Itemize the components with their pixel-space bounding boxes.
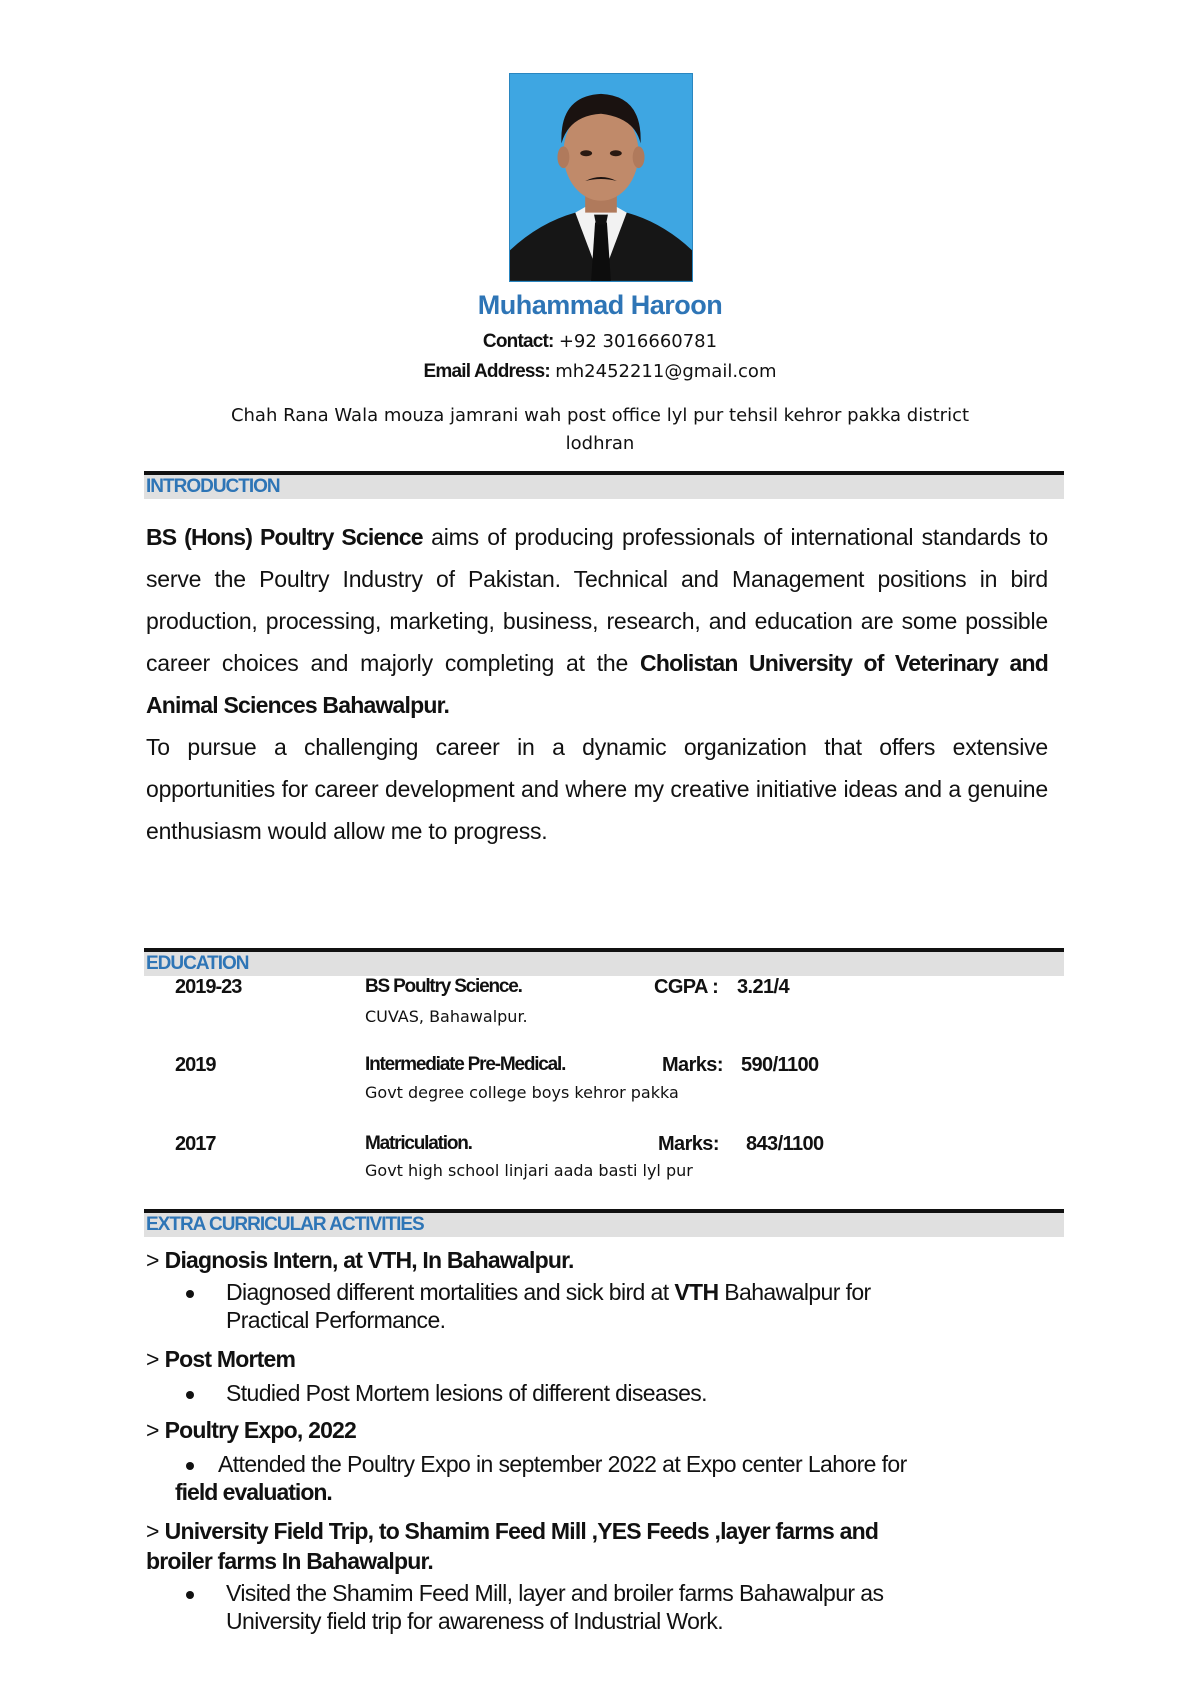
activity-detail-continued: University field trip for awareness of Industrial Work. [226,1608,724,1634]
portrait-illustration [510,74,692,281]
education-degree: BS Poultry Science. [365,976,522,997]
contact-label: Contact: [482,331,554,352]
activity-heading [146,1346,295,1373]
email-line [0,361,1200,383]
education-institute: CUVAS, Bahawalpur. [365,1007,528,1026]
activity-detail-continued: field evaluation. [175,1479,332,1505]
section-education [144,948,1064,976]
education-institute: Govt high school linjari aada basti lyl pur [365,1161,693,1180]
address-line-2: lodhran [565,433,635,454]
education-degree: Intermediate Pre-Medical. [365,1054,566,1075]
education-score: 3.21/4 [737,976,790,998]
address [170,402,1030,458]
activity-detail-bold: VTH [674,1279,719,1305]
contact-value: +92 3016660781 [558,331,718,352]
activity-detail: Visited the Shamim Feed Mill, layer and broiler farms Bahawalpur as [226,1580,884,1606]
introduction-text [146,516,1048,852]
bullet-icon [186,1391,194,1399]
activity-heading [146,1417,356,1444]
activity-detail [226,1278,871,1306]
activity-title: University Field Trip, to Shamim Feed Mill ,YES Feeds ,layer farms and [164,1518,879,1544]
email-label: Email Address: [423,361,550,382]
section-title: EDUCATION [146,953,249,974]
activity-heading-continued: broiler farms In Bahawalpur. [146,1548,433,1574]
arrow-icon: > [146,1346,159,1372]
intro-paragraph-2: To pursue a challenging career in a dynamic organization that offers extensive opportunities for career development and where my creative initiative ideas and a genuine enthusiasm would allow me to progress. [146,734,1048,844]
bullet-icon [186,1462,194,1470]
activity-detail-text: Bahawalpur for [718,1279,871,1305]
education-score: 590/1100 [741,1054,819,1076]
intro-degree: BS (Hons) Poultry Science [146,524,423,550]
activity-detail: Attended the Poultry Expo in september 2022 at Expo center Lahore for [218,1451,907,1477]
education-score-label: Marks: [662,1054,723,1076]
section-title: EXTRA CURRICULAR ACTIVITIES [146,1214,424,1235]
activity-title: Poultry Expo, 2022 [164,1417,357,1443]
education-year: 2019-23 [175,976,242,998]
education-score-label: CGPA : [654,976,719,998]
arrow-icon: > [146,1417,159,1443]
section-title: INTRODUCTION [146,476,280,497]
activity-detail: Studied Post Mortem lesions of different diseases. [226,1380,707,1406]
bullet-icon [186,1591,194,1599]
activity-title: Post Mortem [164,1346,296,1372]
arrow-icon: > [146,1247,159,1273]
section-activities [144,1209,1064,1237]
intro-paragraph-1 [146,516,1048,726]
contact-line [0,331,1200,353]
profile-photo [509,73,693,282]
activity-heading [146,1247,574,1274]
arrow-icon: > [146,1518,159,1544]
bullet-icon [186,1290,194,1298]
email-value: mh2452211@gmail.com [555,361,777,382]
education-year: 2019 [175,1054,216,1076]
activity-detail-continued: Practical Performance. [226,1307,446,1333]
education-score-label: Marks: [658,1133,719,1155]
activity-detail-text: Diagnosed different mortalities and sick bird at [226,1279,675,1305]
section-introduction [144,471,1064,499]
education-year: 2017 [175,1133,216,1155]
candidate-name: Muhammad Haroon [477,290,723,320]
activity-title: Diagnosis Intern, at VTH, In Bahawalpur. [164,1247,574,1273]
education-score: 843/1100 [746,1133,824,1155]
education-institute: Govt degree college boys kehror pakka [365,1083,679,1102]
activity-heading [146,1518,878,1545]
address-line-1: Chah Rana Wala mouza jamrani wah post office lyl pur tehsil kehror pakka district [230,405,970,426]
intro-body: aims of producing professionals of international standards to serve the Poultry Industry of Pakistan. Technical and Management positions in bird production, processing, marketing, business, research, and education are some possible career choices and majorly completing at the [146,524,1048,676]
intro-university: Cholistan University of Veterinary and Animal Sciences Bahawalpur. [146,650,1048,718]
education-degree: Matriculation. [365,1133,472,1154]
